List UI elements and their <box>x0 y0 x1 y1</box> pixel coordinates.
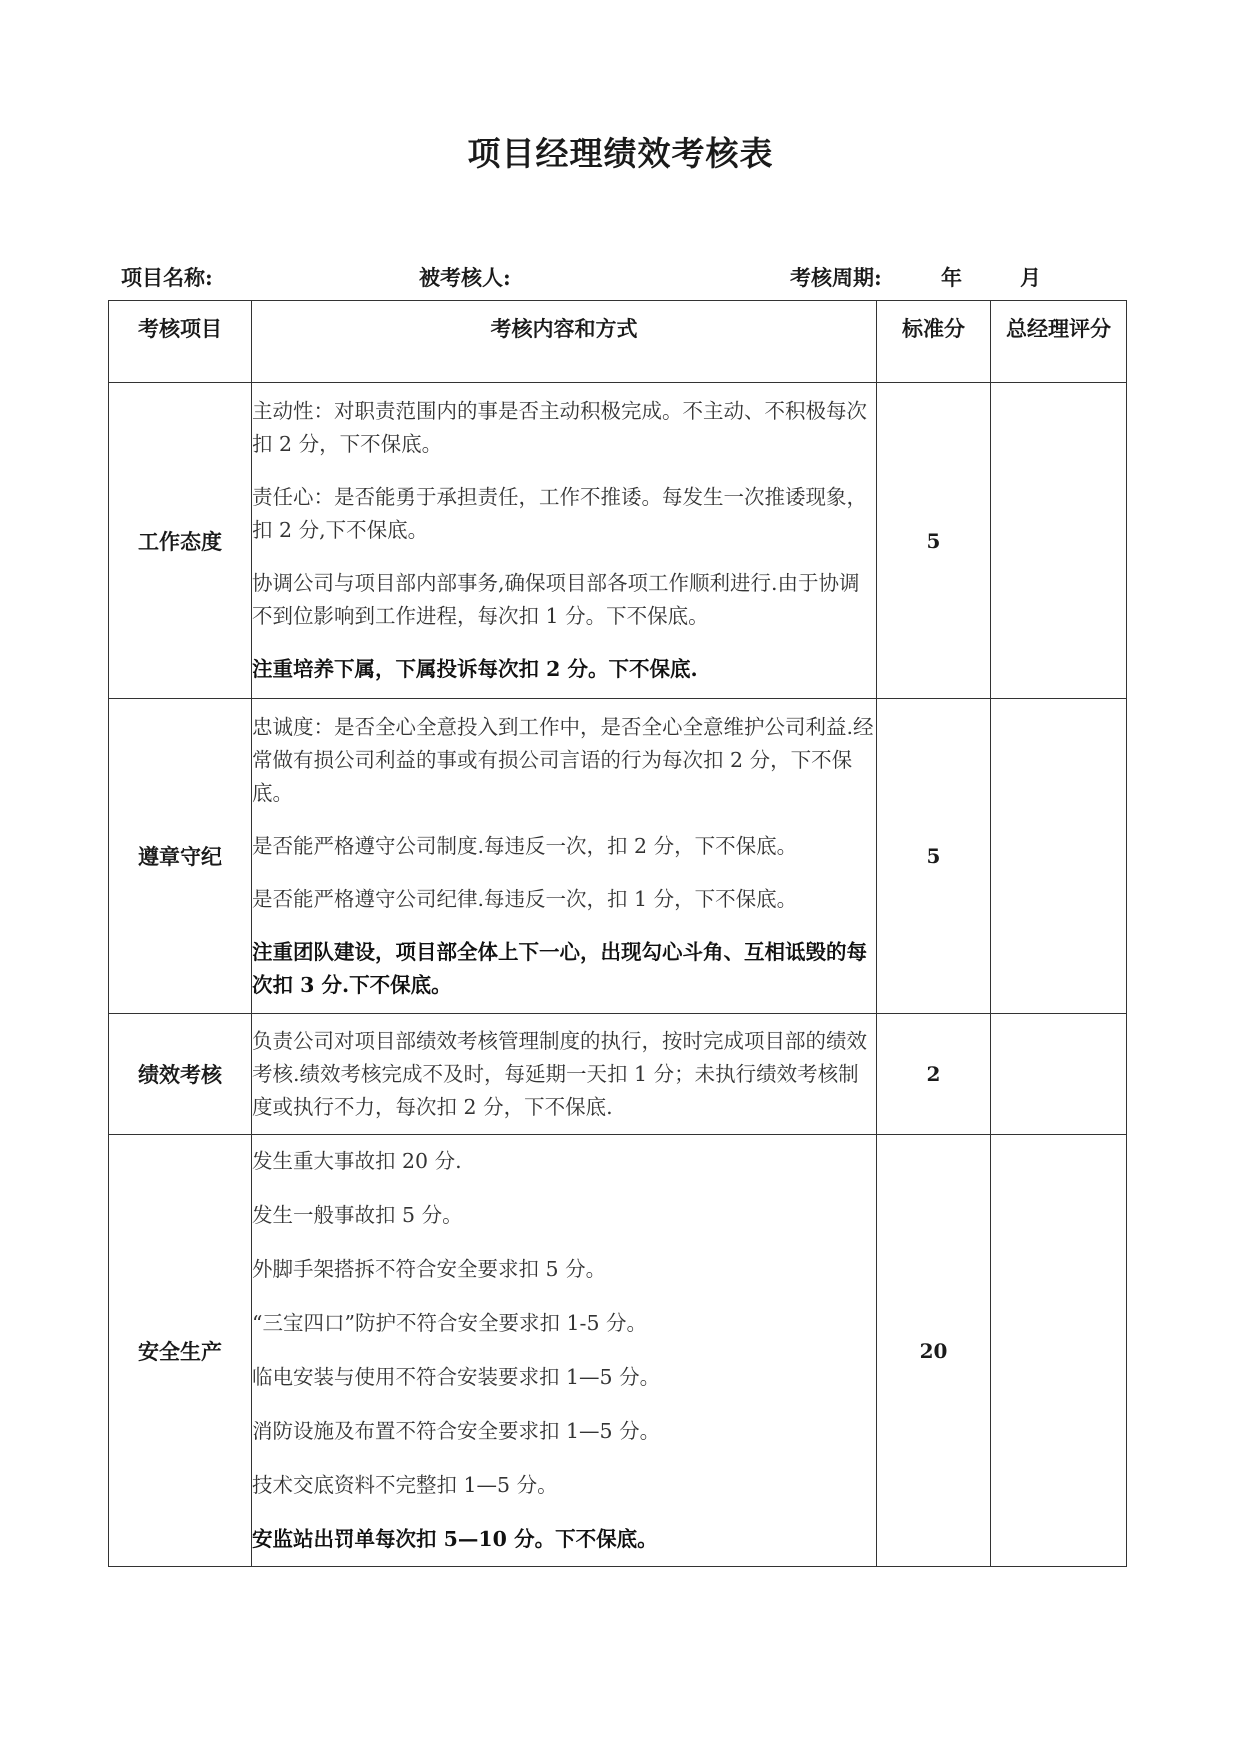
table-row <box>109 1135 1127 1567</box>
row-standard-score: 5 <box>877 383 991 699</box>
content-paragraph: 是否能严格遵守公司制度.每违反一次，扣 2 分，下不保底。 <box>252 833 798 858</box>
header-standard-score: 标准分 <box>877 301 991 383</box>
content-paragraph: 主动性：对职责范围内的事是否主动积极完成。不主动、不积极每次扣 2 分，下不保底。 <box>252 399 867 456</box>
table-row <box>109 1014 1127 1135</box>
table-row <box>109 383 1127 699</box>
header-gm-score: 总经理评分 <box>991 301 1127 383</box>
row-standard-score: 20 <box>877 1135 991 1567</box>
content-paragraph: “三宝四口”防护不符合安全要求扣 1-5 分。 <box>252 1311 648 1335</box>
content-paragraph: 是否能严格遵守公司纪律.每违反一次，扣 1 分，下不保底。 <box>252 886 798 911</box>
row-item-name: 安全生产 <box>109 1135 252 1567</box>
row-item-name: 遵章守纪 <box>109 699 252 1014</box>
row-gm-score-cell[interactable] <box>991 383 1127 699</box>
content-paragraph: 协调公司与项目部内部事务,确保项目部各项工作顺利进行.由于协调不到位影响到工作进程，每次扣 1 分。下不保底。 <box>252 571 860 628</box>
content-paragraph: 技术交底资料不完整扣 1—5 分。 <box>252 1473 558 1497</box>
row-gm-score-cell[interactable] <box>991 1014 1127 1135</box>
document-title: 项目经理绩效考核表 <box>467 134 774 173</box>
row-gm-score-cell[interactable] <box>991 699 1127 1014</box>
content-paragraph: 注重团队建设，项目部全体上下一心，出现勾心斗角、互相诋毁的每次扣 3 分.下不保底。 <box>252 939 867 997</box>
content-paragraph: 忠诚度：是否全心全意投入到工作中，是否全心全意维护公司利益.经常做有损公司利益的事或有损公司言语的行为每次扣 2 分，下不保底。 <box>252 714 874 805</box>
row-content <box>252 383 877 699</box>
content-paragraph: 注重培养下属，下属投诉每次扣 2 分。下不保底. <box>252 657 698 681</box>
row-standard-score: 2 <box>877 1014 991 1135</box>
content-paragraph: 消防设施及布置不符合安全要求扣 1—5 分。 <box>252 1419 661 1443</box>
table-row <box>109 699 1127 1014</box>
assessee-label: 被考核人: <box>419 265 511 290</box>
header-item: 考核项目 <box>109 301 252 383</box>
project-name-label: 项目名称: <box>121 265 213 290</box>
content-paragraph: 责任心：是否能勇于承担责任，工作不推诿。每发生一次推诿现象，扣 2 分,下不保底。 <box>252 485 867 542</box>
year-label: 年 <box>941 265 962 290</box>
row-item-name: 工作态度 <box>109 383 252 699</box>
row-content <box>252 1014 877 1135</box>
row-item-name: 绩效考核 <box>109 1014 252 1135</box>
content-paragraph: 发生一般事故扣 5 分。 <box>252 1203 463 1227</box>
period-label: 考核周期: <box>790 265 882 290</box>
row-standard-score: 5 <box>877 699 991 1014</box>
row-content <box>252 1135 877 1567</box>
row-content <box>252 699 877 1014</box>
month-label: 月 <box>1020 265 1041 290</box>
table-header-row <box>109 301 1127 383</box>
content-paragraph: 临电安装与使用不符合安装要求扣 1—5 分。 <box>252 1365 661 1389</box>
form-meta-line <box>121 262 1121 292</box>
content-paragraph: 发生重大事故扣 20 分. <box>252 1149 462 1173</box>
content-paragraph: 负责公司对项目部绩效考核管理制度的执行，按时完成项目部的绩效考核.绩效考核完成不及时，每延期一天扣 1 分；未执行绩效考核制度或执行不力，每次扣 2 分，下不保底. <box>252 1028 867 1119</box>
content-paragraph: 安监站出罚单每次扣 5—10 分。下不保底。 <box>252 1527 658 1551</box>
content-paragraph: 外脚手架搭拆不符合安全要求扣 5 分。 <box>252 1257 607 1281</box>
assessment-table <box>108 300 1127 1567</box>
header-content: 考核内容和方式 <box>252 301 877 383</box>
row-gm-score-cell[interactable] <box>991 1135 1127 1567</box>
